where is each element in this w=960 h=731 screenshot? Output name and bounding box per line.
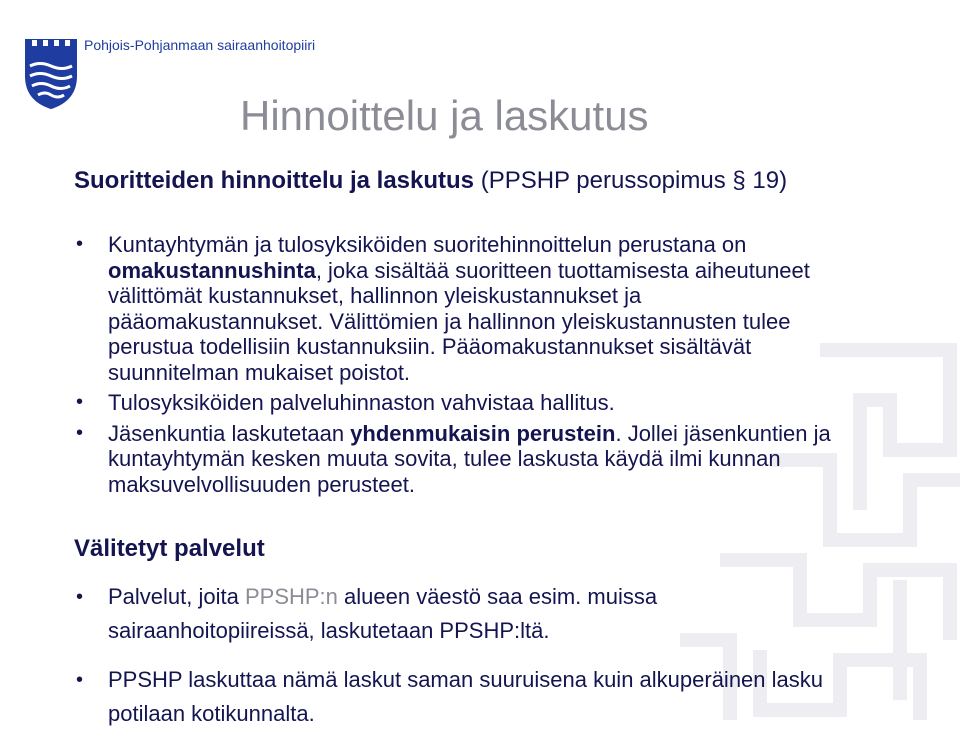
bullet-item: • Jäsenkuntia laskutetaan yhdenmukaisin perustein. Jollei jäsenkuntien ja kuntayhtymän kesken muuta sovita, tulee laskusta käydä ilmi kunnan maksuvelvollisuuden perusteet. <box>74 421 854 498</box>
slide-title: Hinnoittelu ja laskutus <box>240 92 649 139</box>
bullet-item: • Kuntayhtymän ja tulosyksiköiden suoritehinnoittelun perustana on omakustannushinta, joka sisältää suoritteen tuottamisesta aiheutuneet välittömät kustannukset, hallinnon yleiskustannukset ja pääomakustannukset. Välittömien ja hallinnon yleiskustannusten tulee perustua todellisiin kustannuksiin. Pääomakustannukset sisältävät suunnitelman mukaiset poistot. <box>74 232 854 385</box>
organization-name: Pohjois-Pohjanmaan sairaanhoitopiiri <box>84 37 316 53</box>
bullet-item: • Tulosyksiköiden palveluhinnaston vahvistaa hallitus. <box>74 390 854 416</box>
slide-content <box>74 166 854 731</box>
bullet-item: • PPSHP laskuttaa nämä laskut saman suuruisena kuin alkuperäinen lasku potilaan kotikunnalta. <box>74 663 854 731</box>
section-heading-pricing: Suoritteiden hinnoittelu ja laskutus (PPSHP perussopimus § 19) <box>74 167 788 194</box>
bullet-item: • Palvelut, joita PPSHP:n alueen väestö saa esim. muissa sairaanhoitopiireissä, laskutetaan PPSHP:ltä. <box>74 580 854 648</box>
crest-logo-icon <box>22 36 80 110</box>
section-heading-mediated-services: Välitetyt palvelut <box>74 535 265 562</box>
